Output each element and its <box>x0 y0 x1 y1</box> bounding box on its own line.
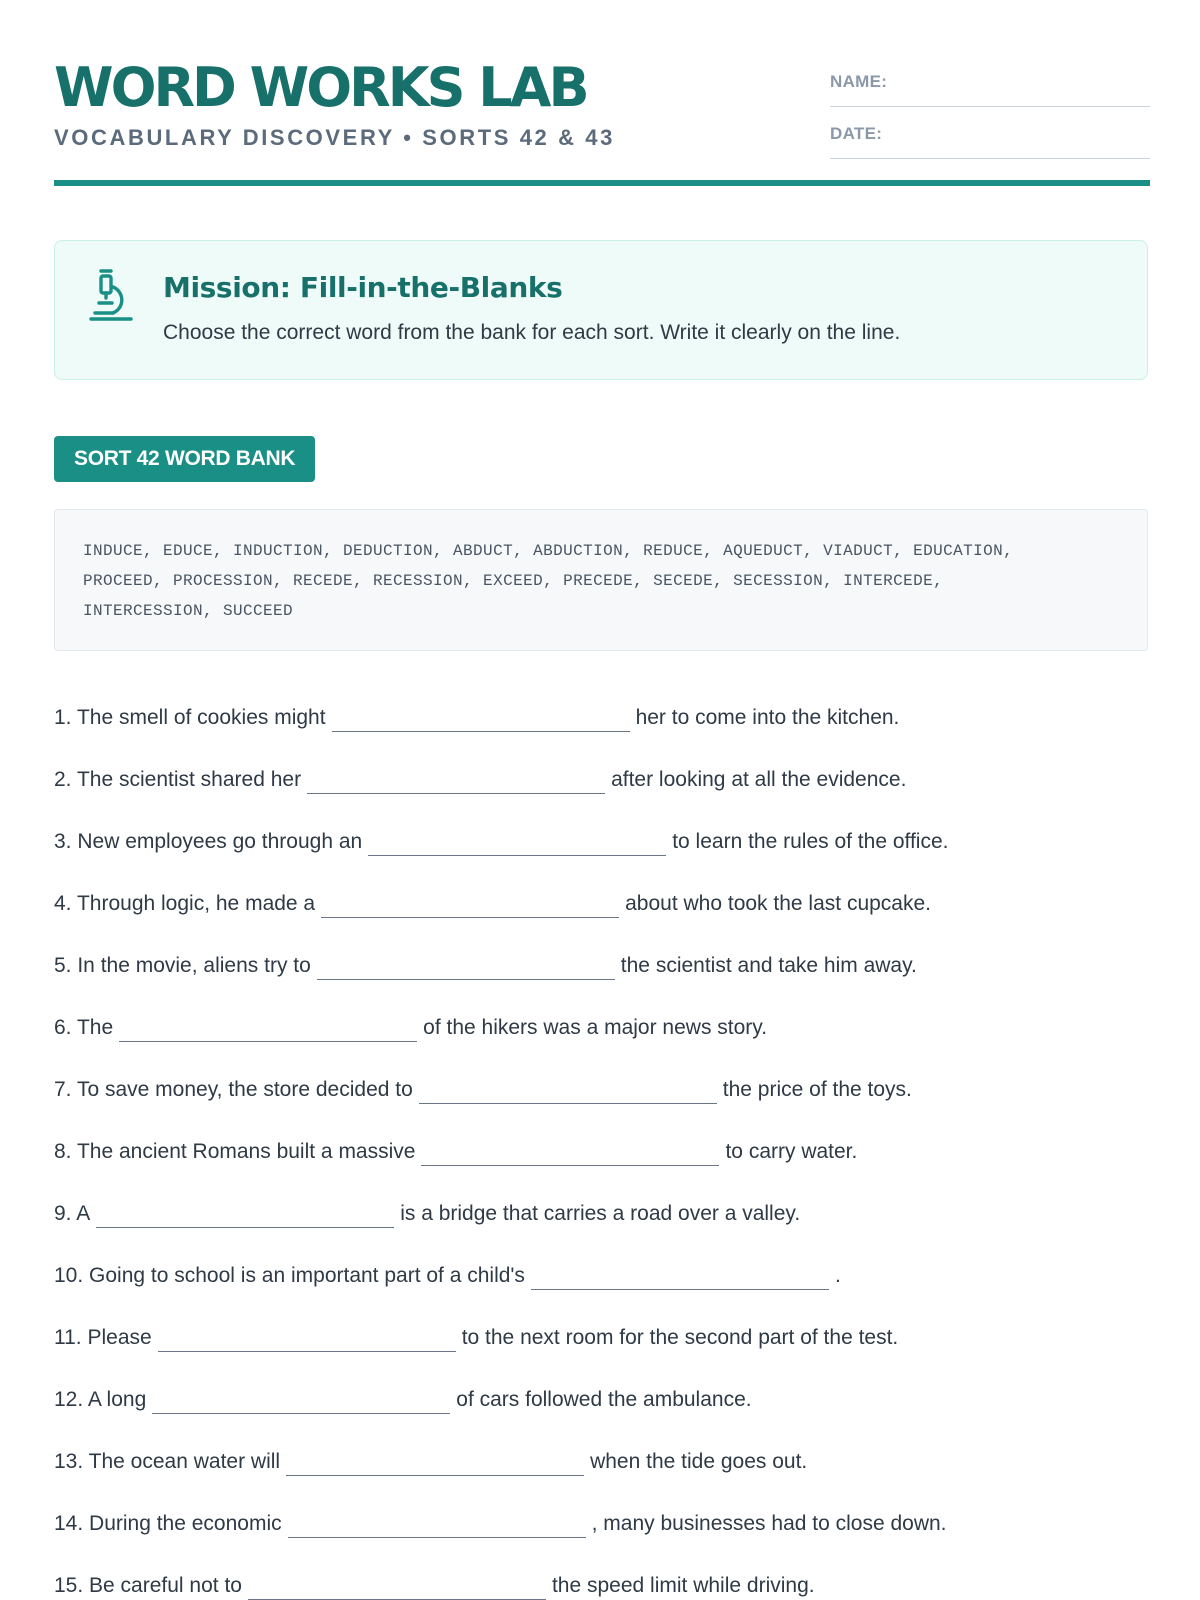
microscope-icon <box>85 267 135 323</box>
question-text: 5. In the movie, aliens try to <box>54 954 311 977</box>
question-text: 11. Please <box>54 1326 152 1349</box>
mission-box <box>54 240 1148 380</box>
question-text: to the next room for the second part of the test. <box>461 1326 899 1349</box>
question-text: 4. Through logic, he made a <box>54 892 316 915</box>
question-text: when the tide goes out. <box>590 1450 808 1473</box>
answer-blank[interactable] <box>368 827 666 856</box>
question-text: of the hikers was a major news story. <box>423 1016 768 1039</box>
question-text: 9. A <box>54 1202 91 1225</box>
question-text: to carry water. <box>725 1140 858 1163</box>
question-8 <box>54 1130 857 1166</box>
mission-title: Mission: Fill-in-the-Blanks <box>163 271 563 304</box>
worksheet-title: WORD WORKS LAB <box>54 56 587 119</box>
question-text: the price of the toys. <box>722 1078 912 1101</box>
answer-blank[interactable] <box>307 765 605 794</box>
answer-blank[interactable] <box>96 1199 394 1228</box>
question-text: to learn the rules of the office. <box>672 830 949 853</box>
question-15 <box>54 1564 815 1600</box>
question-text: 2. The scientist shared her <box>54 768 302 791</box>
question-text: 13. The ocean water will <box>54 1450 281 1473</box>
header-divider <box>54 180 1150 186</box>
mission-instructions: Choose the correct word from the bank for each sort. Write it clearly on the line. <box>163 321 901 344</box>
question-text: 1. The smell of cookies might <box>54 706 326 729</box>
word-bank-line: PROCEED, PROCESSION, RECEDE, RECESSION, EXCEED, PRECEDE, SECEDE, SECESSION, INTERCEDE, <box>83 572 944 590</box>
name-label: NAME: <box>830 72 888 91</box>
question-12 <box>54 1378 752 1414</box>
answer-blank[interactable] <box>288 1509 586 1538</box>
date-label: DATE: <box>830 124 883 143</box>
word-bank <box>54 509 1148 651</box>
question-14 <box>54 1502 947 1538</box>
question-text: the scientist and take him away. <box>620 954 917 977</box>
question-4 <box>54 882 931 918</box>
answer-blank[interactable] <box>152 1385 450 1414</box>
name-field[interactable] <box>830 62 1150 107</box>
question-text: 7. To save money, the store decided to <box>54 1078 413 1101</box>
question-7 <box>54 1068 912 1104</box>
word-bank-line: INTERCESSION, SUCCEED <box>83 602 294 620</box>
question-text: 15. Be careful not to <box>54 1574 242 1597</box>
question-2 <box>54 758 906 794</box>
answer-blank[interactable] <box>119 1013 417 1042</box>
question-text: after looking at all the evidence. <box>611 768 907 791</box>
question-1 <box>54 696 899 732</box>
question-text: 6. The <box>54 1016 114 1039</box>
worksheet-subtitle: VOCABULARY DISCOVERY • SORTS 42 & 43 <box>54 125 615 150</box>
worksheet-header <box>54 56 1150 188</box>
answer-blank[interactable] <box>317 951 615 980</box>
question-5 <box>54 944 917 980</box>
answer-blank[interactable] <box>531 1261 829 1290</box>
answer-blank[interactable] <box>332 703 630 732</box>
question-text: of cars followed the ambulance. <box>456 1388 752 1411</box>
word-bank-label: SORT 42 WORD BANK <box>54 436 315 482</box>
question-text: 10. Going to school is an important part of a child's <box>54 1264 525 1287</box>
question-text: 12. A long <box>54 1388 147 1411</box>
question-11 <box>54 1316 898 1352</box>
question-9 <box>54 1192 800 1228</box>
answer-blank[interactable] <box>286 1447 584 1476</box>
question-text: 3. New employees go through an <box>54 830 363 853</box>
answer-blank[interactable] <box>158 1323 456 1352</box>
question-10 <box>54 1254 841 1290</box>
date-field[interactable] <box>830 114 1150 159</box>
question-text: about who took the last cupcake. <box>625 892 931 915</box>
word-bank-line: INDUCE, EDUCE, INDUCTION, DEDUCTION, ABDUCT, ABDUCTION, REDUCE, AQUEDUCT, VIADUCT, EDUCATION, <box>83 542 1014 560</box>
answer-blank[interactable] <box>321 889 619 918</box>
worksheet-page <box>54 0 1150 1600</box>
question-3 <box>54 820 948 856</box>
question-text: 8. The ancient Romans built a massive <box>54 1140 416 1163</box>
answer-blank[interactable] <box>248 1571 546 1600</box>
answer-blank[interactable] <box>419 1075 717 1104</box>
question-text: 14. During the economic <box>54 1512 282 1535</box>
question-text: is a bridge that carries a road over a valley. <box>400 1202 801 1225</box>
question-6 <box>54 1006 767 1042</box>
answer-blank[interactable] <box>421 1137 719 1166</box>
question-text: her to come into the kitchen. <box>635 706 900 729</box>
question-text: the speed limit while driving. <box>551 1574 815 1597</box>
question-text: . <box>834 1264 841 1287</box>
question-13 <box>54 1440 807 1476</box>
question-text: , many businesses had to close down. <box>591 1512 947 1535</box>
